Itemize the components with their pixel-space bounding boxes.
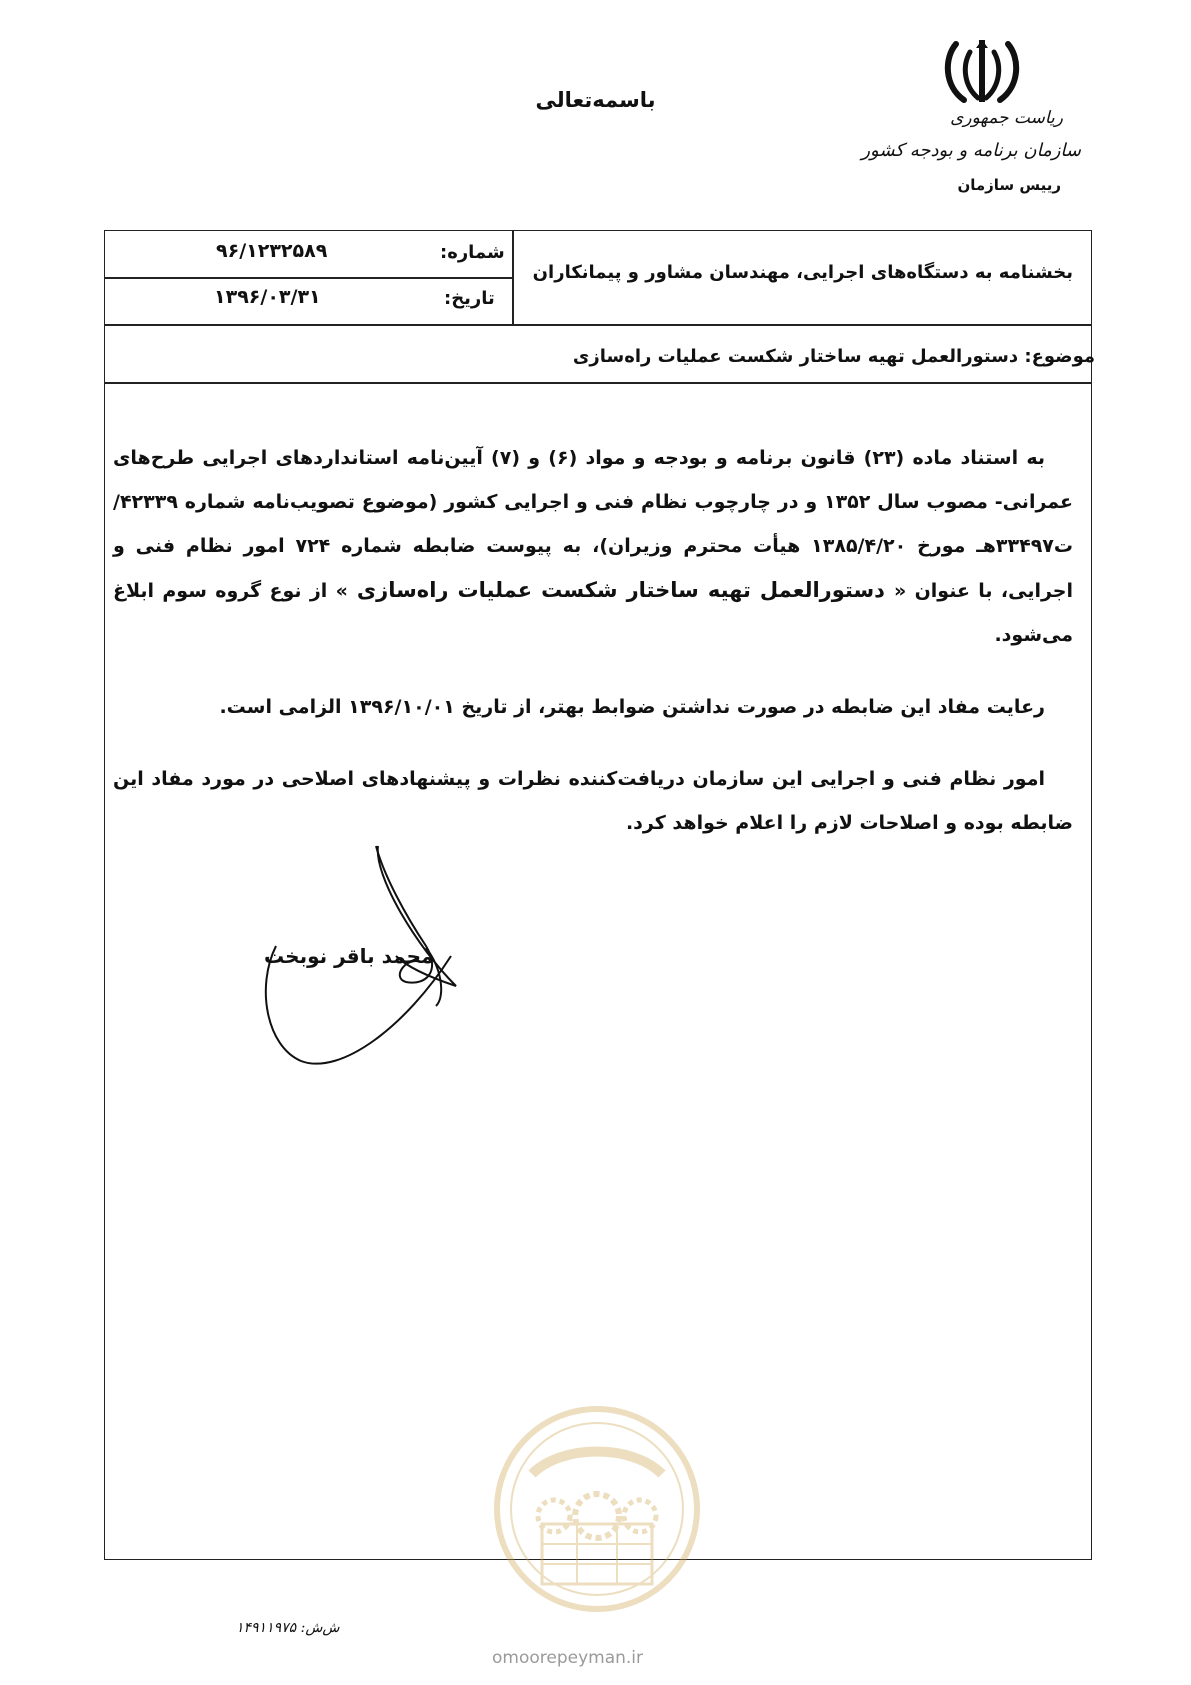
letter-frame	[104, 230, 1092, 1560]
bismillah-heading: باسمه‌تعالی	[535, 88, 656, 112]
org-line-organization: سازمان برنامه و بودجه کشور	[861, 140, 1081, 161]
p1-text-start: به استناد ماده (۲۳) قانون برنامه و بودجه و مواد (۶) و (۷) آیین‌نامه استانداردهای اجرایی طرح‌های عمرانی- مصوب سال ۱۳۵۲ و در چارچوب نظام فنی و اجرایی کشور (موضوع تصویب‌نامه شماره ۴۲۳۳۹/ت۳۳۴۹۷هـ مورخ ۱۳۸۵/۴/۲۰ هیأت محترم وزیران)، به پیوست ضابطه شماره ۷۲۴ امور نظام فنی و اجرایی، با عنوان «	[113, 447, 1073, 602]
iran-emblem-icon	[942, 38, 1022, 108]
body-paragraph-2: رعایت مفاد این ضابطه در صورت نداشتن ضوابط بهتر، از تاریخ ۱۳۹۶/۱۰/۰۱ الزامی است.	[219, 696, 1045, 718]
watermark-site: omoorepeyman.ir	[492, 1648, 644, 1668]
header-divider	[104, 324, 1092, 326]
watermark-seal-logo	[492, 1404, 702, 1614]
body-paragraph-3: امور نظام فنی و اجرایی این سازمان دریافت‌کننده نظرات و پیشنهادهای اصلاحی در مورد مفاد این ضابطه بوده و اصلاحات لازم را اعلام خواهد کرد.	[113, 768, 1073, 834]
date-value: ۱۳۹۶/۰۳/۳۱	[214, 286, 321, 308]
org-line-presidency: ریاست جمهوری	[950, 108, 1063, 128]
serial-number: ش‌ش: ۱۴۹۱۱۹۷۵	[236, 1620, 340, 1636]
signer-name: محمد باقر نوبخت	[264, 944, 434, 968]
recipients: بخشنامه به دستگاه‌های اجرایی، مهندسان مشاور و پیمانکاران	[532, 262, 1073, 283]
body-paragraph-1	[113, 436, 1073, 657]
date-label: تاریخ:	[444, 288, 495, 309]
regulation-title: دستورالعمل تهیه ساختار شکست عملیات راه‌سازی	[347, 578, 894, 602]
subject-divider	[104, 382, 1092, 384]
p1-text-end: » از نوع گروه سوم ابلاغ می‌شود.	[113, 580, 1073, 646]
letter-body	[113, 436, 1073, 873]
meta-divider	[104, 277, 513, 279]
number-value: ۹۶/۱۲۳۲۵۸۹	[216, 240, 328, 262]
subject: موضوع: دستورالعمل تهیه ساختار شکست عملیات راه‌سازی	[572, 346, 1095, 367]
org-line-head: رییس سازمان	[957, 176, 1061, 194]
meta-column-divider	[512, 230, 514, 325]
number-label: شماره:	[440, 242, 505, 263]
